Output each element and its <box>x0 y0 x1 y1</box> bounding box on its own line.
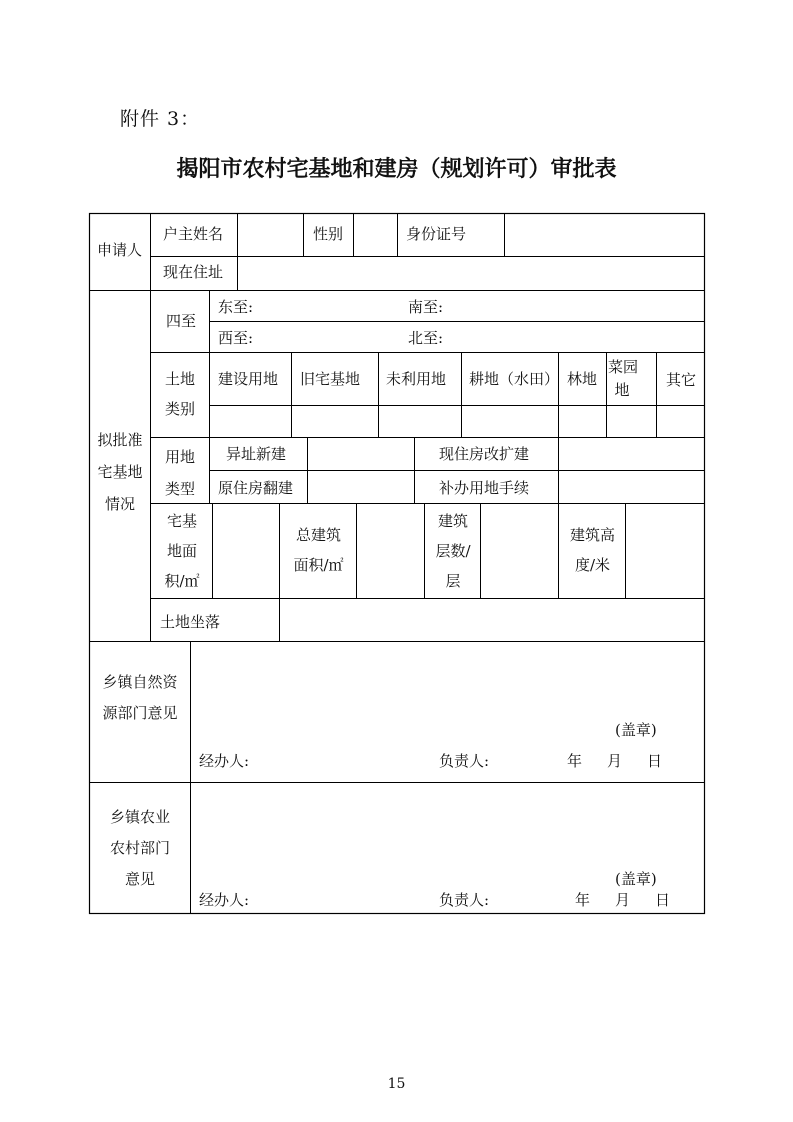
total-floor-area-label: 总建筑 面积/㎡ <box>293 526 344 574</box>
address-field[interactable] <box>238 257 704 290</box>
responsible-label: 负责人: <box>439 752 490 770</box>
plot-area-label: 宅基 地面 积/㎡ <box>164 512 200 590</box>
land-type-label: 土地 类别 <box>164 370 195 418</box>
handler-label: 经办人: <box>199 891 250 909</box>
day-label: 日 <box>655 891 671 909</box>
north-boundary-label: 北至: <box>408 329 444 347</box>
land-type-construction: 建设用地 <box>218 370 279 388</box>
east-boundary-label: 东至: <box>218 298 254 316</box>
usage-renovate-label: 现住房改扩建 <box>439 445 530 463</box>
seal-label: (盖章) <box>615 870 657 888</box>
id-number-label: 身份证号 <box>406 225 467 243</box>
gender-field[interactable] <box>354 214 397 256</box>
seal-label: (盖章) <box>615 721 657 739</box>
agriculture-opinion-label: 乡镇农业 农村部门 意见 <box>109 808 170 888</box>
land-type-forest: 林地 <box>567 370 598 388</box>
usage-new-site-label: 异址新建 <box>226 445 287 463</box>
month-label: 月 <box>607 752 623 770</box>
day-label: 日 <box>647 752 663 770</box>
construction-checkbox-cell[interactable] <box>210 406 291 437</box>
form-title: 揭阳市农村宅基地和建房（规划许可）审批表 <box>176 157 617 182</box>
land-location-field[interactable] <box>280 599 704 641</box>
land-location-label: 土地坐落 <box>160 613 221 631</box>
building-height-label: 建筑高 度/米 <box>569 526 615 574</box>
south-boundary-label: 南至: <box>408 298 444 316</box>
land-type-other: 其它 <box>666 371 697 389</box>
boundaries-label: 四至 <box>166 312 197 330</box>
plot-area-field[interactable] <box>213 504 279 598</box>
supplement-field[interactable] <box>559 471 704 503</box>
land-type-unused: 未利用地 <box>386 370 447 388</box>
attachment-label: 附件 3： <box>120 108 201 130</box>
handler-label: 经办人: <box>199 752 250 770</box>
unused-checkbox-cell[interactable] <box>379 406 461 437</box>
year-label: 年 <box>567 752 583 770</box>
usage-type-label: 用地 类型 <box>164 448 195 498</box>
farmland-checkbox-cell[interactable] <box>462 406 558 437</box>
page-number: 15 <box>387 1076 406 1092</box>
year-label: 年 <box>575 891 591 909</box>
owner-name-label: 户主姓名 <box>163 225 224 243</box>
old-homestead-checkbox-cell[interactable] <box>292 406 378 437</box>
applicant-section-label: 申请人 <box>97 241 143 259</box>
floors-label: 建筑 层数/ 层 <box>435 512 471 590</box>
new-site-field[interactable] <box>308 438 414 470</box>
land-type-old-homestead: 旧宅基地 <box>300 370 361 388</box>
natural-resources-opinion-field[interactable] <box>191 642 704 722</box>
usage-rebuild-label: 原住房翻建 <box>218 479 294 497</box>
total-floor-area-field[interactable] <box>357 504 424 598</box>
month-label: 月 <box>615 891 631 909</box>
rebuild-field[interactable] <box>308 471 414 503</box>
responsible-label: 负责人: <box>439 891 490 909</box>
usage-supplement-label: 补办用地手续 <box>439 479 530 497</box>
address-label: 现在住址 <box>163 263 224 281</box>
other-checkbox-cell[interactable] <box>657 406 704 437</box>
forest-checkbox-cell[interactable] <box>559 406 606 437</box>
id-number-field[interactable] <box>505 214 704 256</box>
building-height-field[interactable] <box>626 504 704 598</box>
land-type-vegetable: 菜园 地 <box>608 358 639 399</box>
renovate-field[interactable] <box>559 438 704 470</box>
vegetable-checkbox-cell[interactable] <box>607 406 656 437</box>
natural-resources-opinion-label: 乡镇自然资 源部门意见 <box>102 673 178 722</box>
gender-label: 性别 <box>313 225 344 243</box>
plot-section-label: 拟批准 宅基地 情况 <box>97 431 143 513</box>
floors-field[interactable] <box>481 504 558 598</box>
owner-name-field[interactable] <box>238 214 303 256</box>
agriculture-opinion-field[interactable] <box>191 783 704 863</box>
west-boundary-label: 西至: <box>218 329 254 347</box>
land-type-farmland: 耕地（水田） <box>469 370 560 388</box>
